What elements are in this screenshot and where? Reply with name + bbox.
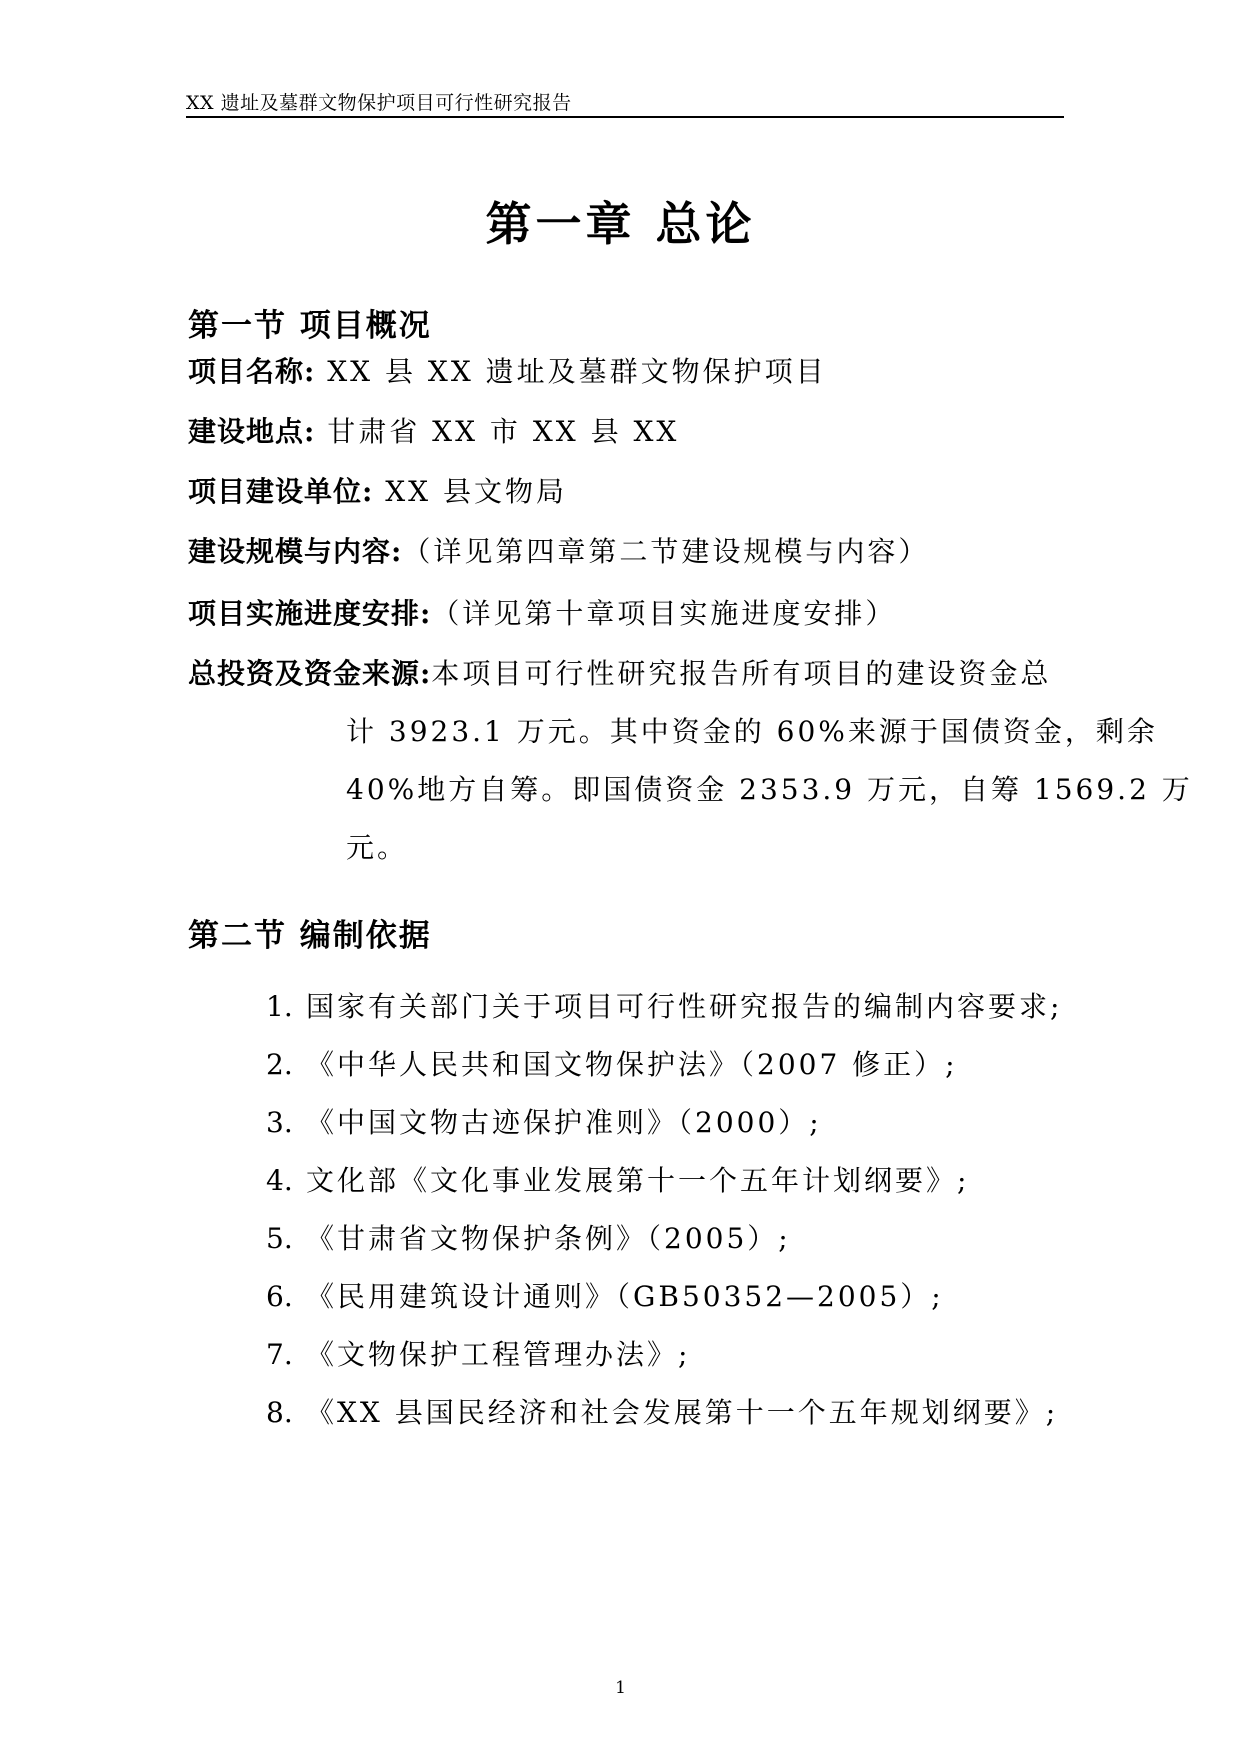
list-number: 7.	[266, 1338, 293, 1371]
section-title-basis: 第二节 编制依据	[188, 918, 432, 954]
list-item	[266, 1333, 690, 1373]
list-number: 5.	[266, 1222, 293, 1255]
field-value: （详见第十章项目实施进度安排）	[431, 597, 897, 630]
field-value: 甘肃省 XX 市 XX 县 XX	[315, 415, 680, 448]
list-text: 《文物保护工程管理办法》;	[306, 1338, 691, 1371]
list-text: 《甘肃省文物保护条例》（2005）;	[306, 1222, 791, 1255]
list-item	[266, 1217, 791, 1257]
investment-line: 40%地方自筹。即国债资金 2353.9 万元，自筹 1569.2 万	[346, 773, 1193, 806]
list-number: 1.	[266, 990, 293, 1023]
list-number: 8.	[266, 1396, 293, 1429]
header-title: XX 遗址及墓群文物保护项目可行性研究报告	[186, 92, 572, 114]
field-label: 建设地点:	[188, 415, 316, 448]
list-item	[266, 1101, 822, 1141]
field-location	[188, 410, 679, 450]
list-item	[266, 1159, 969, 1199]
list-number: 3.	[266, 1106, 293, 1139]
list-text: 《民用建筑设计通则》（GB50352—2005）;	[306, 1280, 944, 1313]
list-item	[266, 985, 1062, 1025]
list-text: 国家有关部门关于项目可行性研究报告的编制内容要求;	[306, 990, 1063, 1023]
field-label: 总投资及资金来源:	[188, 657, 432, 690]
field-label: 项目建设单位:	[188, 475, 374, 508]
list-item	[266, 1391, 1058, 1431]
field-value: XX 县文物局	[373, 475, 568, 508]
list-text: 《中国文物古迹保护准则》（2000）;	[306, 1106, 822, 1139]
field-project-name	[188, 350, 827, 390]
section-title-overview: 第一节 项目概况	[188, 308, 432, 344]
list-text: 《XX 县国民经济和社会发展第十一个五年规划纲要》;	[306, 1396, 1059, 1429]
field-scale	[188, 530, 929, 570]
field-investment	[188, 652, 1051, 692]
list-number: 6.	[266, 1280, 293, 1313]
list-item	[266, 1043, 958, 1083]
running-header	[186, 86, 1064, 118]
list-number: 4.	[266, 1164, 293, 1197]
investment-line: 元。	[346, 831, 409, 864]
field-label: 项目实施进度安排:	[188, 597, 432, 630]
list-text: 《中华人民共和国文物保护法》（2007 修正）;	[306, 1048, 958, 1081]
list-text: 文化部《文化事业发展第十一个五年计划纲要》;	[306, 1164, 970, 1197]
field-label: 建设规模与内容:	[188, 535, 403, 568]
list-number: 2.	[266, 1048, 293, 1081]
chapter-title: 第一章 总论	[485, 197, 756, 251]
field-builder	[188, 470, 567, 510]
field-value: XX 县 XX 遗址及墓群文物保护项目	[315, 355, 827, 388]
list-item	[266, 1275, 944, 1315]
field-value: （详见第四章第二节建设规模与内容）	[402, 535, 930, 568]
investment-line: 计 3923.1 万元。其中资金的 60%来源于国债资金，剩余	[346, 715, 1158, 748]
field-label: 项目名称:	[188, 355, 316, 388]
field-schedule	[188, 592, 896, 632]
page-number: 1	[615, 1678, 626, 1698]
field-value: 本项目可行性研究报告所有项目的建设资金总	[431, 657, 1052, 690]
